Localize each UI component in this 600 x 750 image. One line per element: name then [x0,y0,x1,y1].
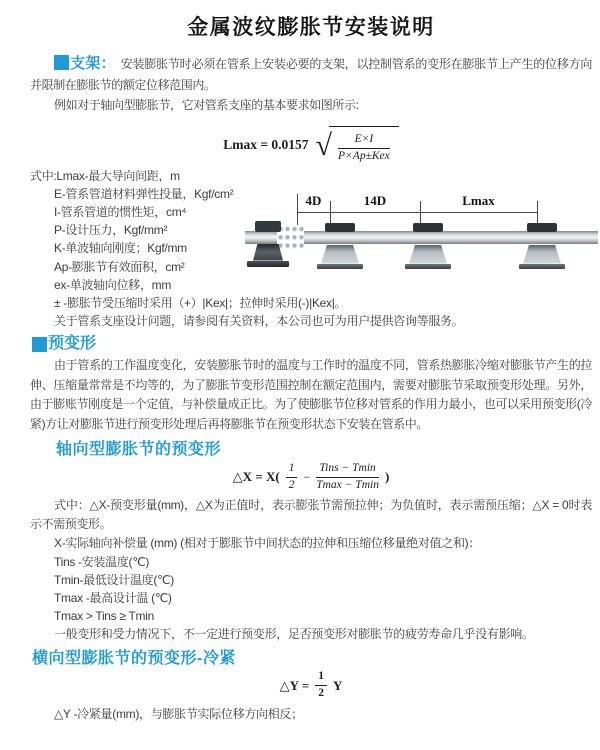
lateral-formula-lhs: △Y = [279,677,310,693]
lmax-fraction [338,133,390,164]
support-clamp [527,223,557,232]
support-pedestal [321,245,359,264]
predeform-section-heading [32,335,592,353]
definition-line: E-管系管道材料弹性投量，Kgf/cm² [54,186,234,201]
axial-formula [30,462,592,492]
definition-line: ex-单波轴向位移，mm [54,277,172,292]
one-half-fraction [286,462,298,493]
dimension-label-14d: 14D [363,192,387,208]
axial-line: Tmin-最低设计温度(℃) [54,572,174,587]
support-base [405,264,451,269]
support-paragraph [30,54,592,95]
support-base [317,264,363,269]
section-square-icon [54,55,69,70]
support-example-line: 例如对于轴向型膨胀节，它对管系支座的基本要求如图所示: [54,98,359,112]
dimension-label-lmax: Lmax [462,192,495,208]
anchor-pedestal [253,244,283,261]
axial-line: X-实际轴向补偿量 (mm) (相对于膨胀节中间状态的拉伸和压缩位移量绝对值之和)： [54,536,481,551]
definition-line: I-管系管道的惯性矩，cm⁴ [54,204,187,219]
radical-sign-icon: √ [315,129,333,162]
axial-formula-lhs: △X = X( [232,469,280,485]
minus-operator: − [303,469,311,484]
lateral-section-heading: 横向型膨胀节的预变形-冷紧 [32,649,236,667]
section-square-icon [32,337,47,352]
dimension-label-4d: 4D [305,192,322,208]
axial-explain-paragraph: 式中：△X-预变形量(mm)，△X为正值时，表示膨张节需预拉伸；为负值时，表示需预压缩；△X = 0时表示不需预变形。 [30,498,592,532]
support-pedestal [523,245,561,264]
fraction-denominator: 2 [288,478,295,491]
dimension-line [297,212,538,213]
definition-line: K-单波轴向刚度；Kgf/mm [54,241,187,256]
support-pedestal [409,245,447,264]
document-page [0,13,600,750]
fraction-denominator: Tmax − Tmin [316,478,379,491]
definitions-block [30,167,592,331]
lateral-formula-rhs: Y [332,677,343,693]
predeform-paragraph: 由于管系的工作温度变化，安装膨胀节时的温度与工作时的温度不同，管系热膨胀冷缩对膨胀节产生的拉伸、压缩量常常是不均等的，为了膨胀节变形范围控制在额定范围内，需要对膨胀节采取预变形处理。另外，由于膨账节刚度是一个定值，与补偿量成正比。为了使膨胀节位移对管系的作用力最小，也可以采用预变形(冷紧)方让对膨胀节进行预变形处理后再将膨胀节在预变形状态下安装在管系中。 [30,358,592,431]
fixed-anchor-support [247,221,289,271]
sqrt-expression [316,126,399,164]
axial-line: Tins -安装温度(℃) [54,554,150,569]
lmax-formula [30,127,592,163]
lateral-note-line: △Y -冷紧量(mm)，与膨胀节实际位移方向相反； [54,706,303,721]
guide-support [404,223,452,271]
fraction-numerator: Tins − Tmin [316,462,379,478]
sqrt-content [329,126,399,164]
fraction-numerator: 1 [315,670,327,686]
definition-line: P-设计压力，Kgf/mm² [54,223,168,238]
fraction-numerator: 1 [286,462,298,478]
axial-line: 一般变形和受力情况下，不一定进行预变形，足否预变形对膨胀节的疲劳寿命几乎没有影响。 [54,627,534,642]
lmax-fraction-numerator: E×I [338,133,390,149]
definition-line: Ap-膨胀节有效面积，cm² [54,259,185,274]
support-base [519,264,565,269]
guide-support [518,223,566,271]
axial-formula-rhs: ) [384,469,390,485]
one-half-fraction [315,670,327,701]
page-title: 金属波纹膨胀节安装说明 [187,16,435,39]
axial-section-heading: 轴向型膨胀节的预变形 [56,441,222,459]
pipe-support-diagram [245,194,598,290]
predeform-heading-text: 预变形 [48,335,97,353]
axial-line: Tmax -最高设计温 (℃) [54,590,172,605]
anchor-clamp [255,221,281,232]
definition-line: 式中:Lmax-最大导向间距，m [30,168,180,183]
axial-line: Tmax > Tins ≥ Tmin [54,609,154,624]
lmax-formula-lhs: Lmax = 0.0157 [223,136,309,152]
support-intro-text: 安装膨胀节时必须在管系上安装必要的支架，以控制管系的变形在膨胀节上产生的位移方向并限制在膨胀节的额定位移范围内。 [30,57,592,92]
lmax-fraction-denominator: P×Ap±Kex [338,149,390,162]
definition-line: ± -膨胀节受压缩时采用（+）|Kex|；拉伸时采用(-)|Kex|。 [54,295,347,310]
support-note-line: 关于管系支座设计问题，请参阅有关资料，本公司也可为用户提供咨询等服务。 [54,314,464,329]
support-section-heading: 支架： [70,55,116,72]
lateral-formula [30,672,592,700]
support-clamp [413,223,443,232]
guide-support [316,223,364,271]
fraction-denominator: 2 [318,687,324,700]
anchor-base [247,261,289,267]
temperature-fraction [316,462,379,493]
support-clamp [325,223,355,232]
